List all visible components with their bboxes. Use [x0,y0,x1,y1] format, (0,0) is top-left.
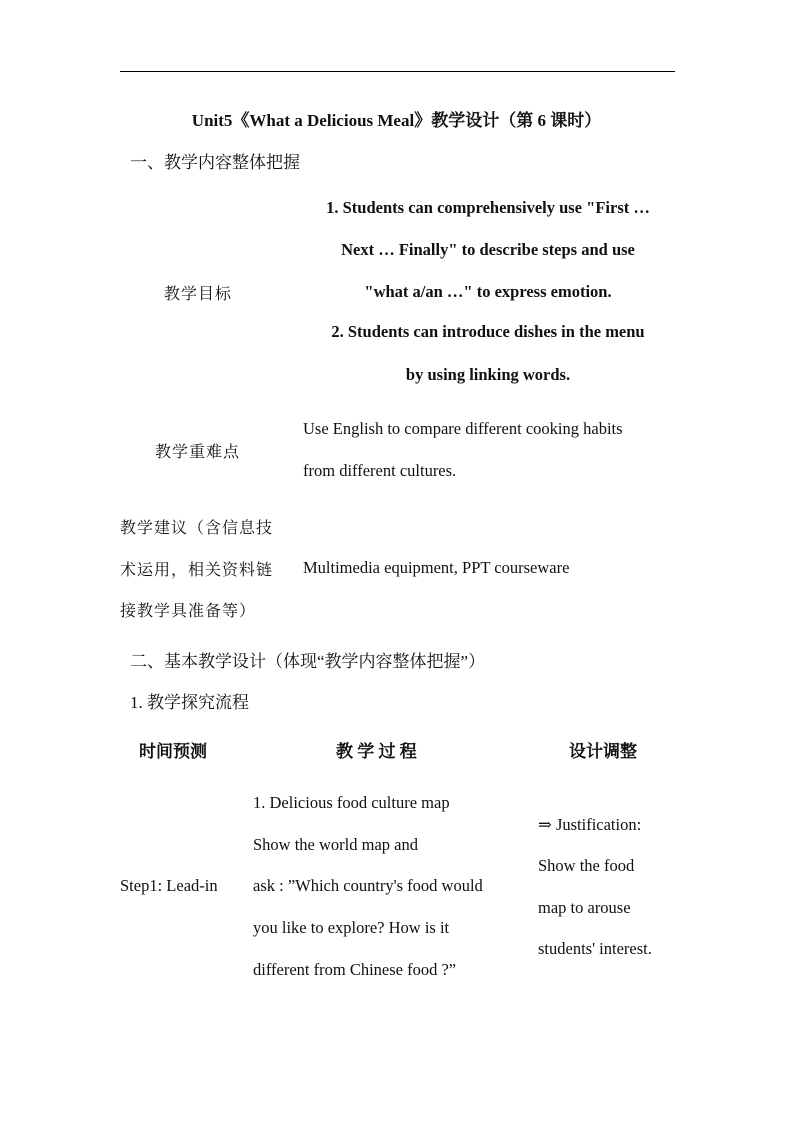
step1-process-line: Show the world map and [253,835,418,854]
document-title: Unit5《What a Delicious Meal》教学设计（第 6 课时） [191,111,602,130]
objective-line: 1. Students can comprehensively use "First … [326,198,650,217]
suggestion-label-line: 术运用，相关资料链 [120,562,274,579]
subsection-heading: 1. 教学探究流程 [130,693,249,712]
step1-process-line: you like to explore? How is it [253,918,450,937]
difficulty-line: from different cultures. [303,461,457,480]
step1-adjust-line: Show the food [538,856,635,875]
objectives-label: 教学目标 [164,286,233,303]
difficulty-label: 教学重难点 [155,444,241,461]
section-heading-2: 二、基本教学设计（体现“教学内容整体把握”） [130,652,486,671]
objective-line: "what a/an …" to express emotion. [364,282,612,301]
header-rule [120,71,675,72]
suggestion-text: Multimedia equipment, PPT courseware [303,558,570,577]
objective-line: 2. Students can introduce dishes in the menu [331,322,645,341]
step1-adjust-line: students' interest. [538,939,652,958]
step1-process-line: different from Chinese food ?” [253,960,457,979]
step1-label: Step1: Lead-in [120,876,218,895]
suggestion-label-line: 教学建议（含信息技 [120,520,274,537]
step1-adjust-line: ⇒ Justification: [538,815,642,834]
objective-line: by using linking words. [405,365,571,384]
suggestion-label-line: 接教学具准备等） [120,603,257,620]
section-heading-1: 一、教学内容整体把握 [130,153,300,172]
step1-process-line: ask : ”Which country's food would [253,876,483,895]
step1-adjust-line: map to arouse [538,898,631,917]
step1-process-line: 1. Delicious food culture map [253,793,450,812]
table-header-process: 教 学 过 程 [336,742,417,761]
difficulty-line: Use English to compare different cooking habits [303,419,623,438]
table-header-time: 时间预测 [139,742,207,761]
objective-line: Next … Finally" to describe steps and use [341,240,635,259]
table-header-adjust: 设计调整 [569,742,637,761]
